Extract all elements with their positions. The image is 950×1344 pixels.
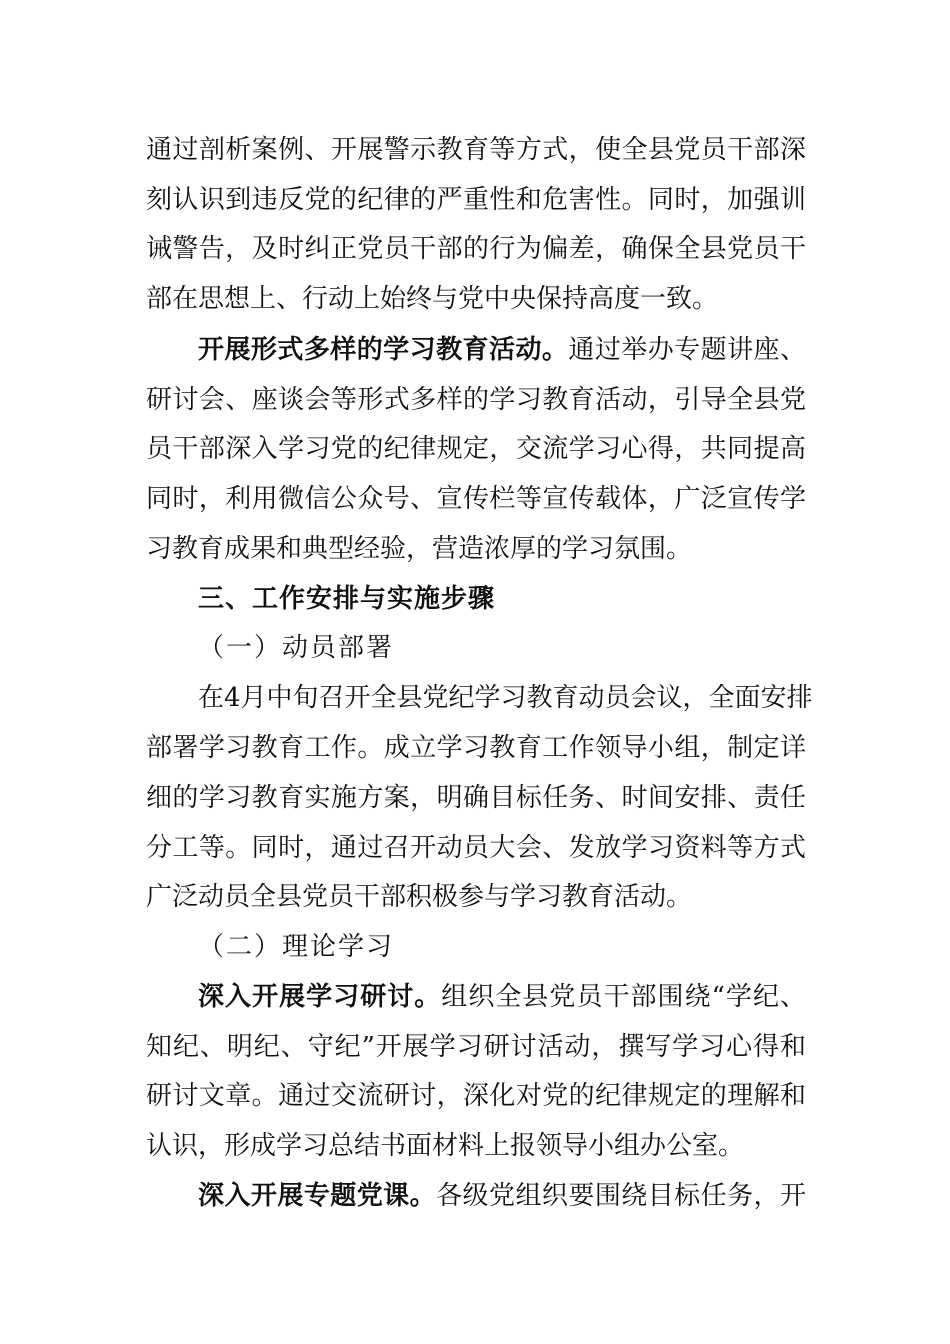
paragraph-1-line-2: 刻认识到违反党的纪律的严重性和危害性。同时，加强训	[146, 185, 806, 215]
paragraph-1-line-3: 诫警告，及时纠正党员干部的行为偏差，确保全县党员干	[146, 234, 806, 264]
subsection-2-para-b-line-1	[198, 1176, 806, 1216]
subsection-1-title: （一）动员部署	[198, 633, 395, 663]
subsection-1-line-3: 细的学习教育实施方案，明确目标任务、时间安排、责任	[146, 783, 806, 813]
subsection-1-line-4: 分工等。同时，通过召开动员大会、发放学习资料等方式	[146, 833, 806, 863]
paragraph-2-line-1	[198, 330, 806, 370]
paragraph-2-line-1-rest: 通过举办专题讲座、	[568, 335, 806, 365]
section-heading: 三、工作安排与实施步骤	[198, 584, 496, 614]
paragraph-2-line-2: 研讨会、座谈会等形式多样的学习教育活动，引导全县党	[146, 385, 806, 415]
subsection-2-para-b-line-1-rest: 各级党组织要围绕目标任务，开	[436, 1181, 806, 1211]
subsection-2-para-a-lead: 深入开展学习研讨。	[198, 982, 442, 1012]
subsection-1-line-5: 广泛动员全县党员干部积极参与学习教育活动。	[146, 882, 693, 912]
subsection-1-line-2: 部署学习教育工作。成立学习教育工作领导小组，制定详	[146, 733, 806, 763]
subsection-2-para-a-line-4: 认识，形成学习总结书面材料上报领导小组办公室。	[146, 1131, 745, 1161]
subsection-2-para-a-line-3: 研讨文章。通过交流研讨，深化对党的纪律规定的理解和	[146, 1081, 806, 1111]
subsection-2-title: （二）理论学习	[198, 932, 395, 962]
paragraph-2-line-3: 员干部深入学习党的纪律规定，交流学习心得，共同提高	[146, 434, 806, 464]
subsection-1-line-1: 在4月中旬召开全县党纪学习教育动员会议，全面安排	[198, 683, 813, 713]
paragraph-2-line-4: 同时，利用微信公众号、宣传栏等宣传载体，广泛宣传学	[146, 484, 806, 514]
paragraph-2-line-5: 习教育成果和典型经验，营造浓厚的学习氛围。	[146, 534, 693, 564]
subsection-2-para-a-line-1	[198, 977, 806, 1017]
paragraph-1-line-4: 部在思想上、行动上始终与党中央保持高度一致。	[146, 284, 719, 314]
subsection-2-para-a-line-2: 知纪、明纪、守纪”开展学习研讨活动，撰写学习心得和	[146, 1032, 806, 1062]
subsection-2-para-a-line-1-rest: 组织全县党员干部围绕“学纪、	[441, 982, 806, 1012]
paragraph-1-line-1: 通过剖析案例、开展警示教育等方式，使全县党员干部深	[146, 135, 806, 165]
paragraph-2-lead: 开展形式多样的学习教育活动。	[198, 335, 569, 365]
subsection-2-para-b-lead: 深入开展专题党课。	[198, 1181, 437, 1211]
